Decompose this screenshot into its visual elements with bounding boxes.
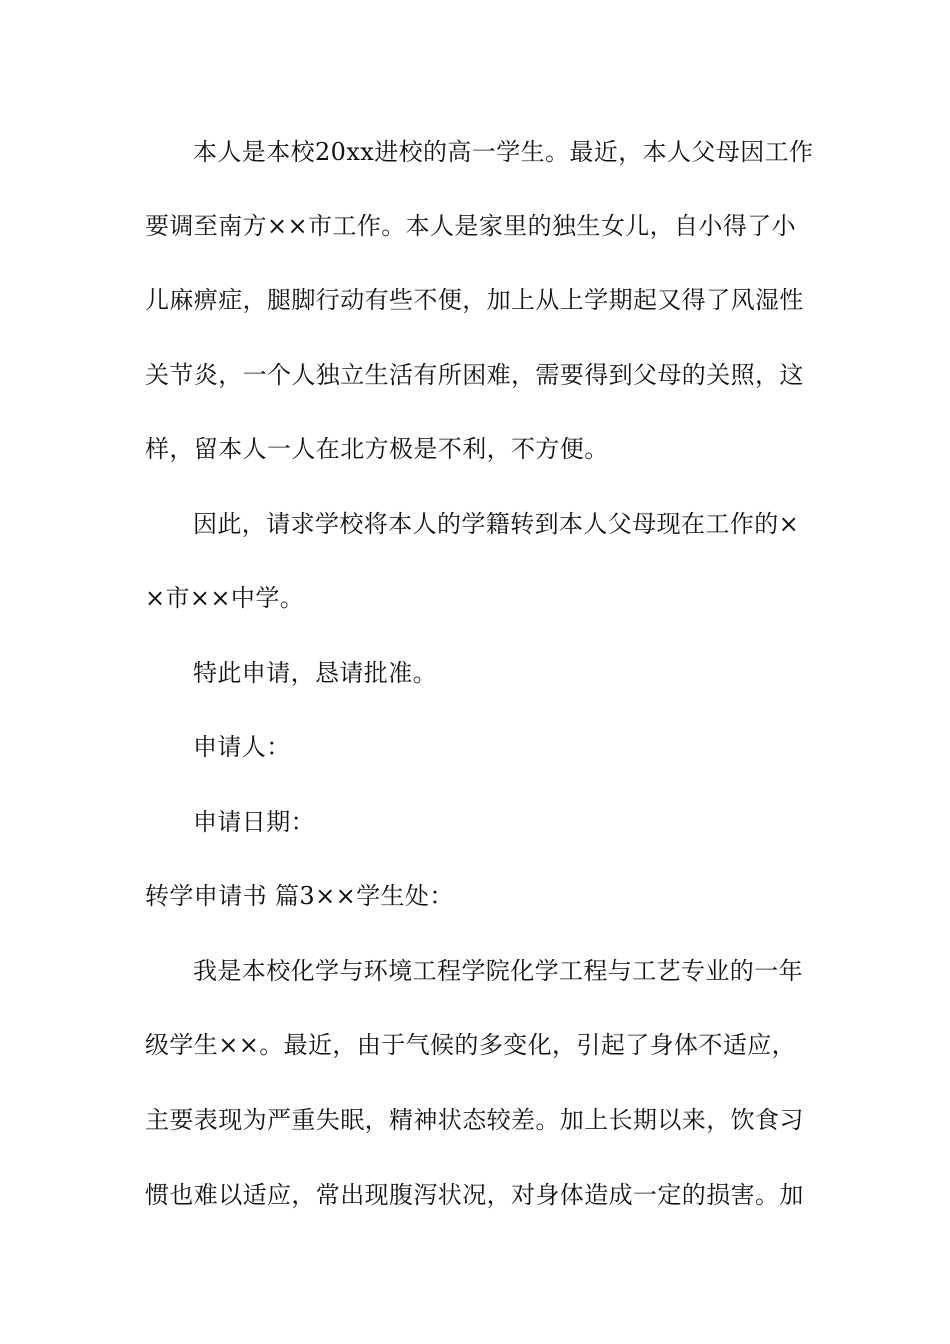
paragraph-line: 级学生××。最近，由于气候的多变化，引起了身体不适应，: [145, 1031, 797, 1059]
paragraph-line: 关节炎，一个人独立生活有所困难，需要得到父母的关照，这: [145, 361, 804, 389]
paragraph-line: 惯也难以适应，常出现腹泻状况，对身体造成一定的损害。加: [145, 1181, 804, 1209]
application-date-label: 申请日期：: [193, 808, 315, 836]
paragraph-line: 本人是本校20xx进校的高一学生。最近，本人父母因工作: [193, 138, 814, 166]
paragraph-line: 我是本校化学与环境工程学院化学工程与工艺专业的一年: [193, 957, 803, 985]
section-heading: 转学申请书 篇3××学生处：: [145, 882, 454, 910]
paragraph-line: 样，留本人一人在北方极是不利，不方便。: [145, 435, 609, 463]
applicant-label: 申请人：: [193, 733, 291, 761]
paragraph-line: ×市××中学。: [145, 584, 305, 612]
paragraph-line: 儿麻痹症，腿脚行动有些不便，加上从上学期起又得了风湿性: [145, 286, 804, 314]
paragraph-line: 因此，请求学校将本人的学籍转到本人父母现在工作的×: [193, 510, 800, 538]
paragraph-line: 要调至南方××市工作。本人是家里的独生女儿，自小得了小: [145, 212, 797, 240]
paragraph-line: 主要表现为严重失眠，精神状态较差。加上长期以来，饮食习: [145, 1106, 804, 1134]
closing-line: 特此申请，恳请批准。: [193, 659, 437, 687]
